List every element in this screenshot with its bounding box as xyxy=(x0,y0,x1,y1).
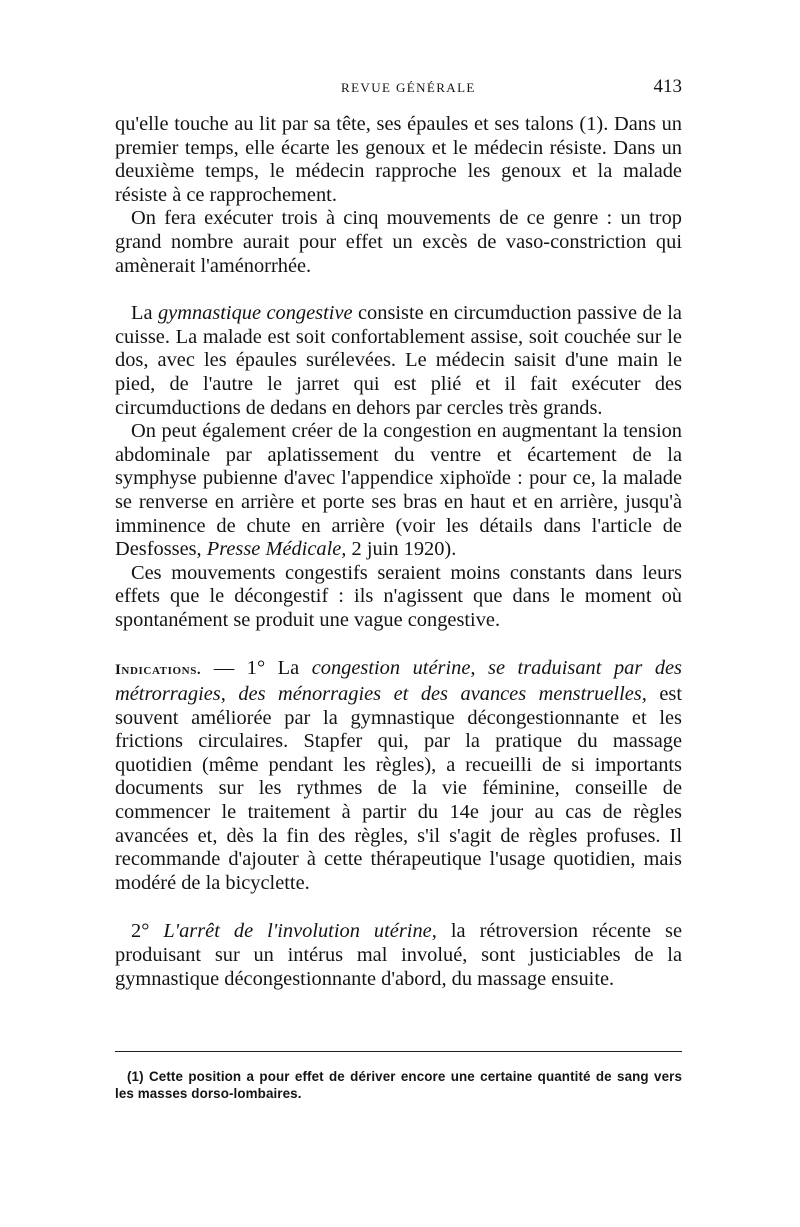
paragraph-7 xyxy=(115,920,682,991)
p4-rest: 2 juin 1920). xyxy=(346,538,457,561)
p7-emphasis: L'arrêt de l'involution utérine, xyxy=(163,920,437,943)
p3-emphasis: gymnastique congestive xyxy=(157,302,353,325)
p3-rest: consiste en circumduction passive de la cuisse. La malade est soit confortablement assise, soit couchée sur le dos, avec les épaules surélevées. Le médecin saisit d'une main le pied, de l'autre le jarret qui est plié et il fait exécuter des circumductions de dedans en dehors par cercles très grands. xyxy=(115,302,682,419)
p6-emphasis: congestion utérine, se traduisant par des métrorragies, des ménorragies et des avances menstruelles, xyxy=(115,657,682,706)
body-text xyxy=(115,113,682,991)
p4-emphasis: Presse Médicale, xyxy=(206,538,347,561)
paragraph-2: On fera exécuter trois à cinq mouvements de ce genre : un trop grand nombre aurait pour effet un excès de vaso-constriction qui amènerait l'aménorrhée. xyxy=(115,207,682,277)
p6-rest: est souvent améliorée par la gymnastique décongestionnante et les frictions circulaires. Stapfer qui, par la pratique du massage quotidien (même pendant les règles), a recueilli de si importants documents sur les rythmes de la vie féminine, conseille de commencer le traitement à partir du 14e jour au cas de règles avancées et, dès la fin des règles, s'il s'agit de règles profuses. Il recommande d'ajouter à cette thérapeutique l'usage quotidien, mais modéré de la bicyclette. xyxy=(115,683,682,894)
paragraph-4 xyxy=(115,420,682,562)
paragraph-6 xyxy=(115,657,682,895)
paragraph-3 xyxy=(115,302,682,420)
footnote-text: Cette position a pour effet de dériver encore une certaine quantité de sang vers les masses dorso-lombaires. xyxy=(115,1069,682,1101)
p6-lead: — 1° La xyxy=(201,657,312,680)
paragraph-5: Ces mouvements congestifs seraient moins constants dans leurs effets que le décongestif : ils n'agissent que dans le moment où spontanément se produit une vague congestive. xyxy=(115,561,682,631)
footnote-divider xyxy=(115,1051,682,1052)
p7-rest: la rétroversion récente se produisant sur un intérus mal involué, sont justiciables de la gymnastique décongestionnante d'abord, du massage ensuite. xyxy=(115,920,683,990)
paragraph-1: qu'elle touche au lit par sa tête, ses épaules et ses talons (1). Dans un premier temps, elle écarte les genoux et le médecin résiste. Dans un deuxième temps, le médecin rapproche les genoux et la malade résiste à ce rapprochement. xyxy=(115,113,682,206)
page-header xyxy=(115,76,682,102)
footnote xyxy=(115,1068,682,1102)
footnote-mark: (1) xyxy=(127,1069,144,1084)
indications-heading: Indications. xyxy=(115,662,202,679)
page-number: 413 xyxy=(653,76,682,97)
p4-lead: On peut également créer de la congestion en augmentant la tension abdominale par aplatissement du ventre et écartement de la symphyse pubienne d'avec l'appendice xiphoïde : pour ce, la malade se renverse en arrière et porte ses bras en haut et en arrière, jusqu'à imminence de chute en arrière (voir les détails dans l'article de Desfosses, xyxy=(115,420,682,561)
p7-lead: 2° xyxy=(131,920,164,943)
p3-lead: La xyxy=(131,302,158,325)
running-title: REVUE GÉNÉRALE xyxy=(341,80,476,95)
